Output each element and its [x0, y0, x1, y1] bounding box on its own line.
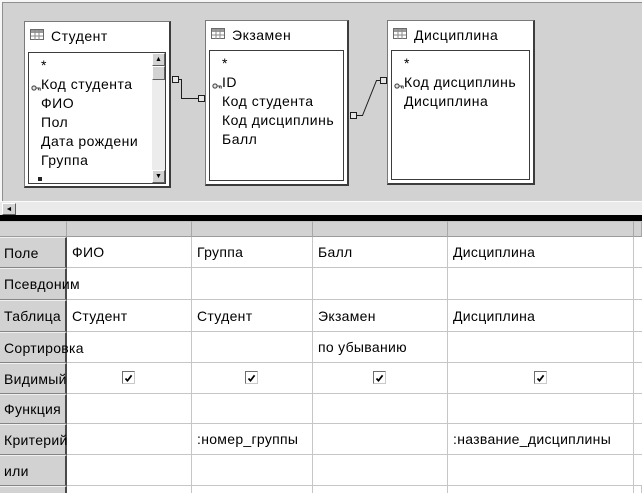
cell-or-c5[interactable] — [634, 455, 642, 486]
cell-table-c5[interactable] — [634, 300, 642, 332]
cell-alias-c4[interactable] — [448, 268, 634, 300]
row-header-sort[interactable] — [0, 332, 84, 363]
column-selector-c5[interactable] — [634, 221, 642, 237]
column-selector-c1[interactable] — [67, 221, 192, 237]
grid-corner-header[interactable] — [0, 221, 67, 237]
grid-row-field — [0, 237, 642, 268]
table-name-label: Студент — [51, 28, 108, 44]
visible-checkbox-c2[interactable] — [245, 371, 258, 384]
grid-row-partial — [0, 486, 642, 493]
field-name-label: Дата рождени — [41, 133, 139, 149]
grid-row-colhead — [0, 221, 642, 237]
cell-sort-c2[interactable] — [192, 332, 313, 363]
row-header-label: Псевдоним — [4, 276, 80, 292]
cell-table-c1[interactable] — [67, 300, 192, 332]
grid-row-criteria — [0, 424, 642, 455]
cell-visible-c3[interactable] — [313, 363, 448, 394]
field-name-label: Код дисциплинь — [222, 112, 335, 128]
cell-or-c2[interactable] — [192, 455, 313, 486]
cell-alias-c5[interactable] — [634, 268, 642, 300]
grid-row-table — [0, 300, 642, 332]
check-icon — [536, 370, 545, 386]
row-header-partial[interactable] — [0, 486, 67, 493]
row-header-function[interactable] — [0, 394, 67, 424]
cell-sort-c3[interactable] — [313, 332, 448, 363]
cell-or-c3[interactable] — [313, 455, 448, 486]
cell-text: ФИО — [72, 244, 105, 260]
grid-row-or — [0, 455, 642, 486]
cell-table-c4[interactable] — [448, 300, 634, 332]
cell-text: :номер_группы — [197, 431, 299, 447]
cell-function-c2[interactable] — [192, 394, 313, 424]
cell-or-c1[interactable] — [67, 455, 192, 486]
field-name-label: Пол — [41, 114, 69, 130]
qbe-grid — [0, 221, 642, 493]
visible-checkbox-c1[interactable] — [122, 371, 135, 384]
cell-criteria-c3[interactable] — [313, 424, 448, 455]
cell-function-c3[interactable] — [313, 394, 448, 424]
field-name-label: Код дисциплинь — [404, 74, 517, 90]
cell-text: Студент — [72, 307, 128, 324]
cell-sort-c1[interactable] — [67, 332, 192, 363]
table-name-label: Дисциплина — [414, 27, 499, 43]
scroll-left-icon: ◄ — [5, 205, 13, 213]
cell-text: по убыванию — [318, 339, 407, 355]
cell-field-c1[interactable] — [67, 237, 192, 268]
grid-cell-partial — [448, 486, 634, 493]
cell-criteria-c1[interactable] — [67, 424, 192, 455]
field-name-label: Балл — [222, 131, 258, 147]
table-name-label: Экзамен — [232, 27, 292, 43]
cell-table-c3[interactable] — [313, 300, 448, 332]
row-header-label: Сортировка — [4, 339, 84, 356]
cell-alias-c3[interactable] — [313, 268, 448, 300]
scroll-left-button[interactable] — [2, 203, 16, 215]
field-name-label: ФИО — [41, 95, 75, 111]
grid-row-sort — [0, 332, 642, 363]
scroll-up-icon: ▲ — [155, 56, 162, 63]
cell-alias-c1[interactable] — [67, 268, 192, 300]
row-header-label: Функция — [4, 401, 62, 417]
column-selector-c2[interactable] — [192, 221, 313, 237]
row-header-label: или — [4, 462, 29, 479]
visible-checkbox-c4[interactable] — [534, 371, 547, 384]
row-header-label: Видимый — [4, 370, 67, 387]
cell-text: Дисциплина — [453, 244, 536, 260]
grid-cell-partial — [192, 486, 313, 493]
row-header-table[interactable] — [0, 300, 67, 332]
cell-criteria-c2[interactable] — [192, 424, 313, 455]
row-header-criteria[interactable] — [0, 424, 67, 455]
row-header-label: Критерий — [4, 431, 68, 448]
cell-text: Студент — [197, 307, 253, 324]
cell-sort-c5[interactable] — [634, 332, 642, 363]
cell-criteria-c4[interactable] — [448, 424, 634, 455]
cell-text: Дисциплина — [453, 307, 536, 324]
cell-alias-c2[interactable] — [192, 268, 313, 300]
row-header-field[interactable] — [0, 237, 67, 268]
field-name-label: Код студента — [222, 93, 314, 109]
column-selector-c4[interactable] — [448, 221, 634, 237]
cell-field-c5[interactable] — [634, 237, 642, 268]
column-selector-c3[interactable] — [313, 221, 448, 237]
field-name-label: Код студента — [41, 76, 133, 92]
field-name-label: * — [404, 55, 410, 71]
grid-row-function — [0, 394, 642, 424]
check-icon — [247, 370, 256, 386]
cell-visible-c5[interactable] — [634, 363, 642, 394]
row-header-or[interactable] — [0, 455, 67, 486]
grid-cell-partial — [634, 486, 642, 493]
cell-function-c1[interactable] — [67, 394, 192, 424]
cell-visible-c4[interactable] — [448, 363, 634, 394]
cell-text: Экзамен — [318, 307, 376, 324]
diagram-pane — [0, 0, 642, 201]
cell-criteria-c5[interactable] — [634, 424, 642, 455]
row-header-visible[interactable] — [0, 363, 67, 394]
row-header-alias[interactable] — [0, 268, 80, 300]
cell-or-c4[interactable] — [448, 455, 634, 486]
cell-text: Группа — [197, 244, 244, 260]
field-name-label: * — [41, 57, 47, 73]
join-line-exam-discipline[interactable] — [351, 78, 387, 119]
field-name-label: ID — [222, 74, 237, 90]
check-icon — [124, 370, 133, 386]
cell-sort-c4[interactable] — [448, 332, 634, 363]
field-name-label: * — [222, 55, 228, 71]
grid-cell-partial — [67, 486, 192, 493]
cell-field-c2[interactable] — [192, 237, 313, 268]
check-icon — [375, 370, 384, 386]
row-header-label: Поле — [4, 244, 39, 261]
scroll-down-icon: ▼ — [155, 173, 162, 180]
visible-checkbox-c3[interactable] — [373, 371, 386, 384]
diagram-horizontal-scrollbar[interactable] — [0, 201, 642, 215]
cell-text: :название_дисциплины — [453, 431, 612, 447]
cell-visible-c2[interactable] — [192, 363, 313, 394]
cell-visible-c1[interactable] — [67, 363, 192, 394]
grid-row-visible — [0, 363, 642, 394]
cell-text: Балл — [318, 244, 353, 260]
cell-function-c5[interactable] — [634, 394, 642, 424]
grid-row-alias — [0, 268, 642, 300]
join-lines-layer — [2, 2, 642, 203]
field-name-label: Группа — [41, 152, 89, 168]
grid-cell-partial — [313, 486, 448, 493]
join-line-student-exam[interactable] — [173, 77, 205, 102]
field-name-label: Дисциплина — [404, 93, 489, 109]
cell-field-c3[interactable] — [313, 237, 448, 268]
cell-table-c2[interactable] — [192, 300, 313, 332]
cell-field-c4[interactable] — [448, 237, 634, 268]
cell-function-c4[interactable] — [448, 394, 634, 424]
row-header-label: Таблица — [4, 308, 61, 324]
